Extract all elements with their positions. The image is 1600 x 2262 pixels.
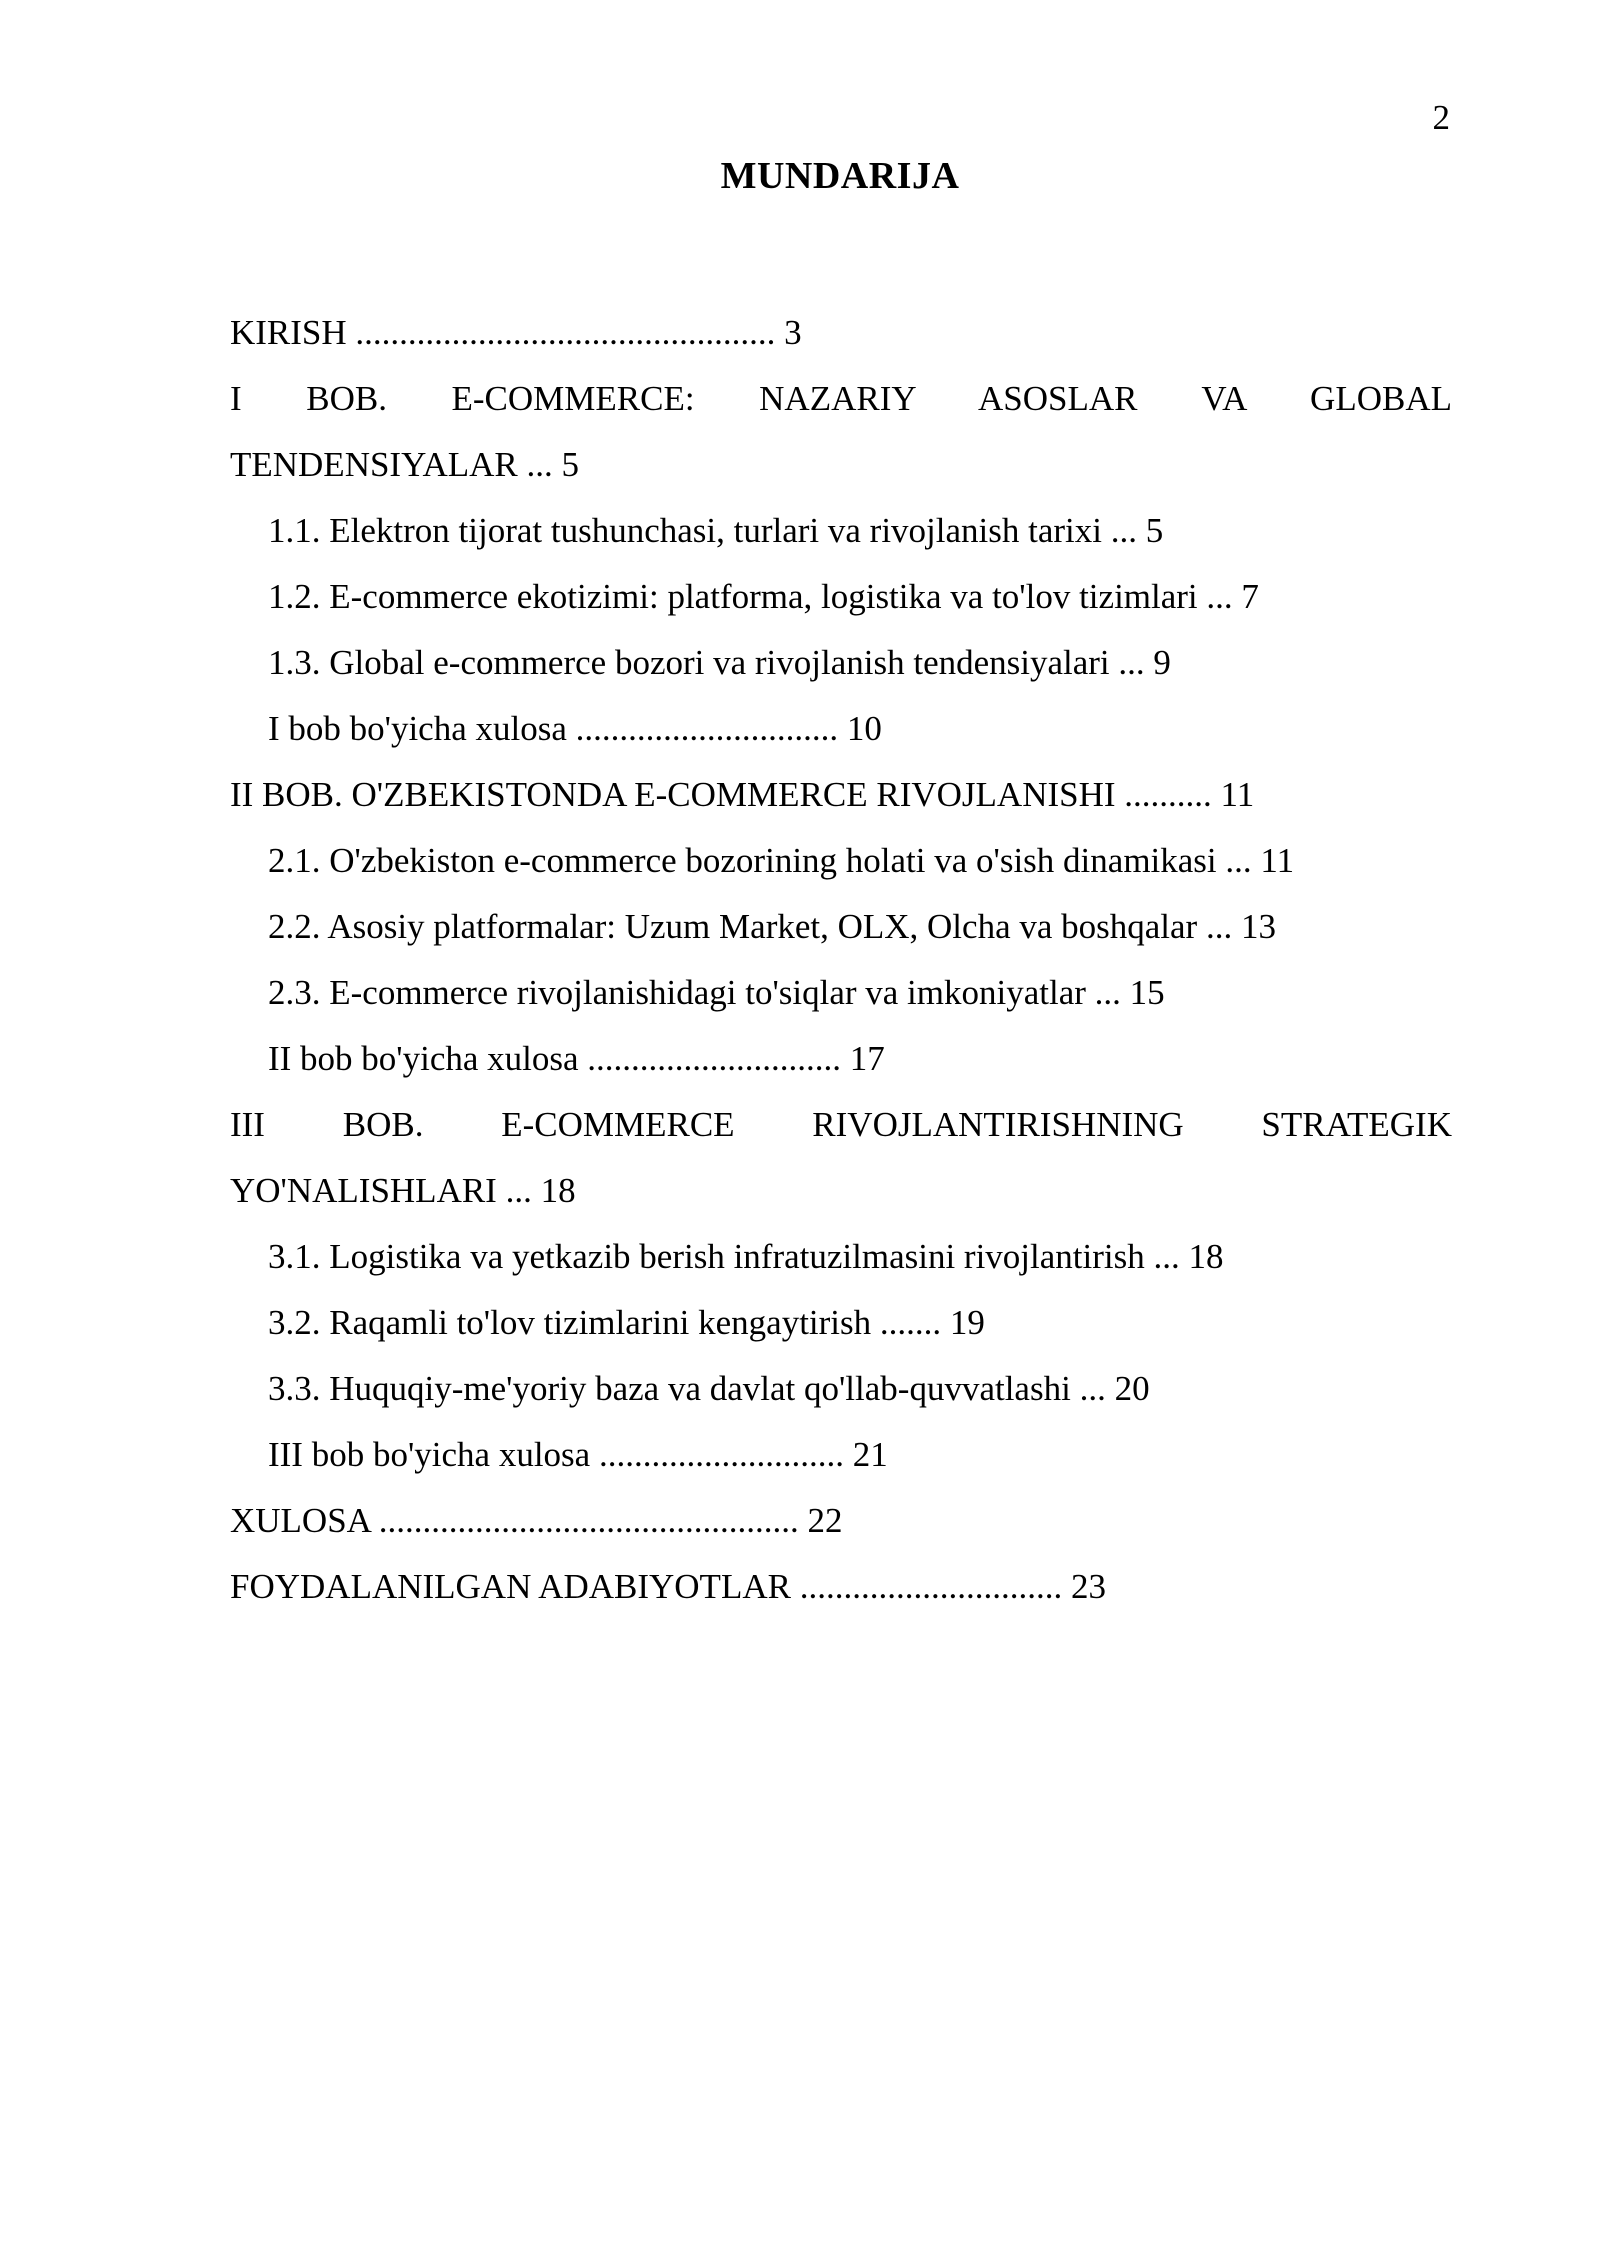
toc-entry-section-1-2[interactable]: 1.2. E-commerce ekotizimi: platforma, logistika va to'lov tizimlari ... 7 (268, 577, 1259, 616)
toc-entry-chapter-3[interactable] (230, 1092, 1452, 1224)
toc-entry-chapter-1-summary[interactable]: I bob bo'yicha xulosa .............................. 10 (268, 709, 882, 748)
toc-entry-section-3-1[interactable]: 3.1. Logistika va yetkazib berish infratuzilmasini rivojlantirish ... 18 (268, 1237, 1224, 1276)
toc-entry-kirish[interactable]: KIRISH ................................................ 3 (230, 313, 802, 352)
toc-entry-chapter-3-summary[interactable]: III bob bo'yicha xulosa ............................ 21 (268, 1435, 888, 1474)
toc-entry-chapter-2-summary[interactable]: II bob bo'yicha xulosa ............................. 17 (268, 1039, 885, 1078)
toc-entry-section-2-1[interactable]: 2.1. O'zbekiston e-commerce bozorining holati va o'sish dinamikasi ... 11 (268, 841, 1295, 880)
table-of-contents (230, 300, 1452, 1620)
toc-entry-chapter-1[interactable] (230, 366, 1452, 498)
page-number: 2 (1432, 98, 1450, 137)
page-title: MUNDARIJA (720, 155, 960, 197)
toc-chapter-1-line-1: I BOB. E-COMMERCE: NAZARIY ASOSLAR VA GLOBAL (230, 379, 1452, 418)
toc-entry-bibliography[interactable]: FOYDALANILGAN ADABIYOTLAR .............................. 23 (230, 1567, 1106, 1606)
toc-entry-section-2-3[interactable]: 2.3. E-commerce rivojlanishidagi to'siqlar va imkoniyatlar ... 15 (268, 973, 1165, 1012)
toc-entry-xulosa[interactable]: XULOSA ................................................ 22 (230, 1501, 843, 1540)
toc-chapter-3-line-2: YO'NALISHLARI ... 18 (230, 1171, 576, 1210)
toc-chapter-1-line-2: TENDENSIYALAR ... 5 (230, 445, 580, 484)
toc-entry-section-3-2[interactable]: 3.2. Raqamli to'lov tizimlarini kengaytirish ....... 19 (268, 1303, 985, 1342)
toc-entry-section-3-3[interactable]: 3.3. Huquqiy-me'yoriy baza va davlat qo'llab-quvvatlashi ... 20 (268, 1369, 1150, 1408)
toc-entry-chapter-2[interactable]: II BOB. O'ZBEKISTONDA E-COMMERCE RIVOJLANISHI .......... 11 (230, 775, 1255, 814)
toc-entry-section-1-1[interactable]: 1.1. Elektron tijorat tushunchasi, turlari va rivojlanish tarixi ... 5 (268, 511, 1164, 550)
toc-entry-section-1-3[interactable]: 1.3. Global e-commerce bozori va rivojlanish tendensiyalari ... 9 (268, 643, 1171, 682)
toc-entry-section-2-2[interactable]: 2.2. Asosiy platformalar: Uzum Market, OLX, Olcha va boshqalar ... 13 (268, 907, 1276, 946)
toc-chapter-3-line-1: III BOB. E-COMMERCE RIVOJLANTIRISHNING STRATEGIK (230, 1105, 1452, 1144)
